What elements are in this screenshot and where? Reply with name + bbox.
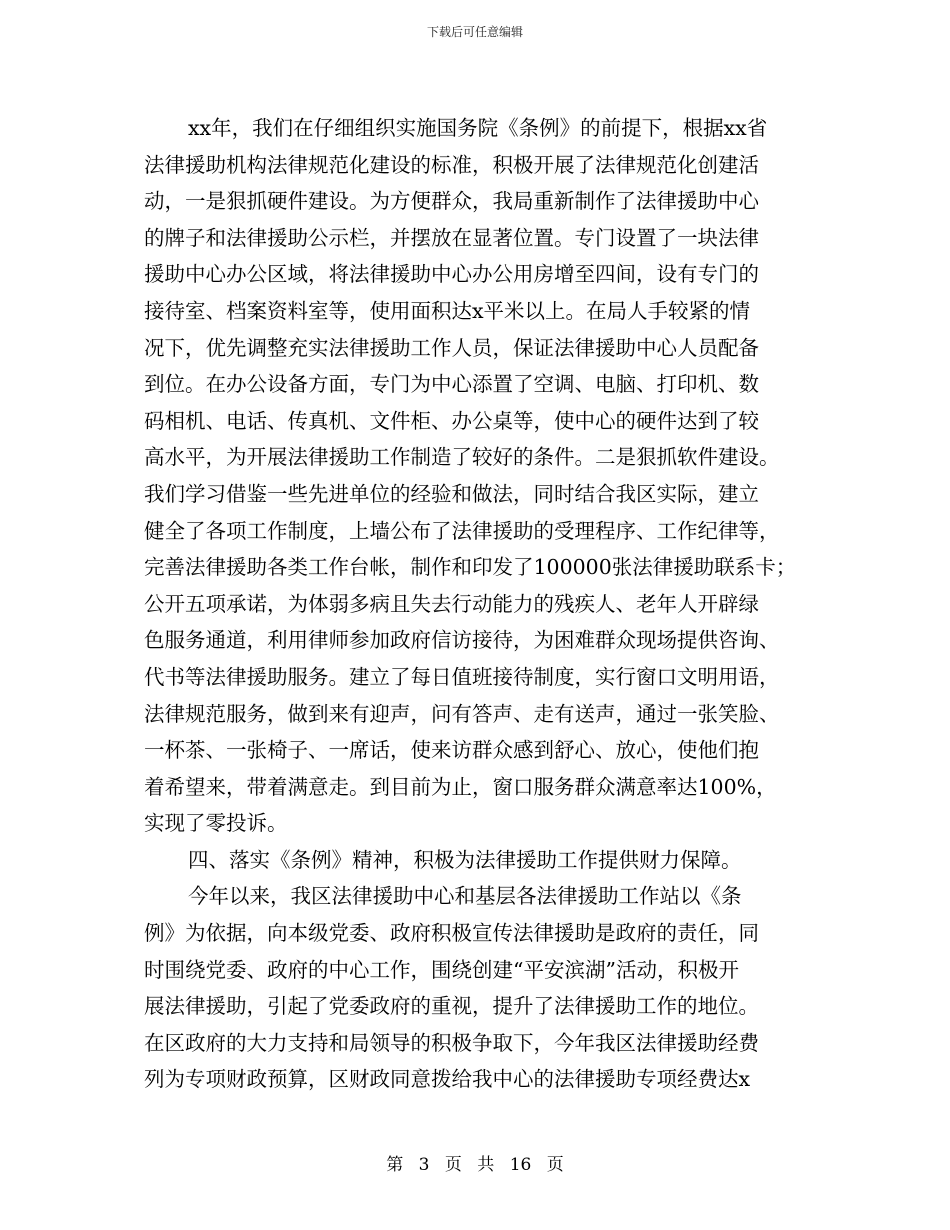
text-line: 代书等法律援助服务。建立了每日值班接待制度，实行窗口文明用语， xyxy=(144,664,780,689)
text-line: 法律规范服务，做到来有迎声，问有答声、走有送声，通过一张笑脸、 xyxy=(144,701,780,726)
text-line: 援助中心办公区域，将法律援助中心办公用房增至四间，设有专门的 xyxy=(144,262,759,287)
text-line: 实现了零投诉。 xyxy=(144,811,288,836)
text-line: 今年以来，我区法律援助中心和基层各法律援助工作站以《条 xyxy=(188,884,742,909)
total-pages: 16 xyxy=(509,1155,532,1175)
text-line: 公开五项承诺，为体弱多病且失去行动能力的残疾人、老年人开辟绿 xyxy=(144,591,759,616)
footer-connector: 共 xyxy=(477,1155,495,1175)
text-line: 接待室、档案资料室等，使用面积达x平米以上。在局人手较紧的情 xyxy=(144,298,751,323)
text-line: 完善法律援助各类工作台帐，制作和印发了100000张法律援助联系卡； xyxy=(144,555,797,580)
text-line: 在区政府的大力支持和局领导的积极争取下，今年我区法律援助经费 xyxy=(144,1030,759,1055)
document-body xyxy=(144,110,808,1098)
text-line: 健全了各项工作制度，上墙公布了法律援助的受理程序、工作纪律等， xyxy=(144,518,780,543)
text-line: 一杯茶、一张椅子、一席话，使来访群众感到舒心、放心，使他们抱 xyxy=(144,738,759,763)
page-header xyxy=(0,24,950,40)
text-line: 列为专项财政预算，区财政同意拨给我中心的法律援助专项经费达x xyxy=(144,1067,751,1092)
text-line: 动，一是狠抓硬件建设。为方便群众，我局重新制作了法律援助中心 xyxy=(144,189,759,214)
page-footer xyxy=(0,1154,950,1176)
text-line: 例》为依据，向本级党委、政府积极宣传法律援助是政府的责任，同 xyxy=(144,921,759,946)
text-line: 码相机、电话、传真机、文件柜、办公桌等，使中心的硬件达到了较 xyxy=(144,408,759,433)
text-line: 我们学习借鉴一些先进单位的经验和做法，同时结合我区实际，建立 xyxy=(144,481,759,506)
header-text: 下载后可任意编辑 xyxy=(426,25,523,39)
footer-prefix: 第 xyxy=(386,1155,404,1175)
section-heading: 四、落实《条例》精神，积极为法律援助工作提供财力保障。 xyxy=(188,847,742,872)
text-line: 况下，优先调整充实法律援助工作人员，保证法律援助中心人员配备 xyxy=(144,335,759,360)
text-line: 时围绕党委、政府的中心工作，围绕创建“平安滨湖”活动，积极开 xyxy=(144,957,739,982)
text-line: 法律援助机构法律规范化建设的标准，积极开展了法律规范化创建活 xyxy=(144,152,759,177)
page-number: 3 xyxy=(418,1155,430,1175)
text-line: 高水平，为开展法律援助工作制造了较好的条件。二是狠抓软件建设。 xyxy=(144,445,780,470)
text-line: 展法律援助，引起了党委政府的重视，提升了法律援助工作的地位。 xyxy=(144,994,759,1019)
footer-page-word: 页 xyxy=(444,1155,462,1175)
text-line: 到位。在办公设备方面，专门为中心添置了空调、电脑、打印机、数 xyxy=(144,372,759,397)
footer-suffix: 页 xyxy=(546,1155,564,1175)
text-line: 色服务通道，利用律师参加政府信访接待，为困难群众现场提供咨询、 xyxy=(144,628,780,653)
text-line: xx年，我们在仔细组织实施国务院《条例》的前提下，根据xx省 xyxy=(188,116,768,140)
text-line: 着希望来，带着满意走。到目前为止，窗口服务群众满意率达100%， xyxy=(144,774,777,799)
text-line: 的牌子和法律援助公示栏，并摆放在显著位置。专门设置了一块法律 xyxy=(144,225,759,250)
